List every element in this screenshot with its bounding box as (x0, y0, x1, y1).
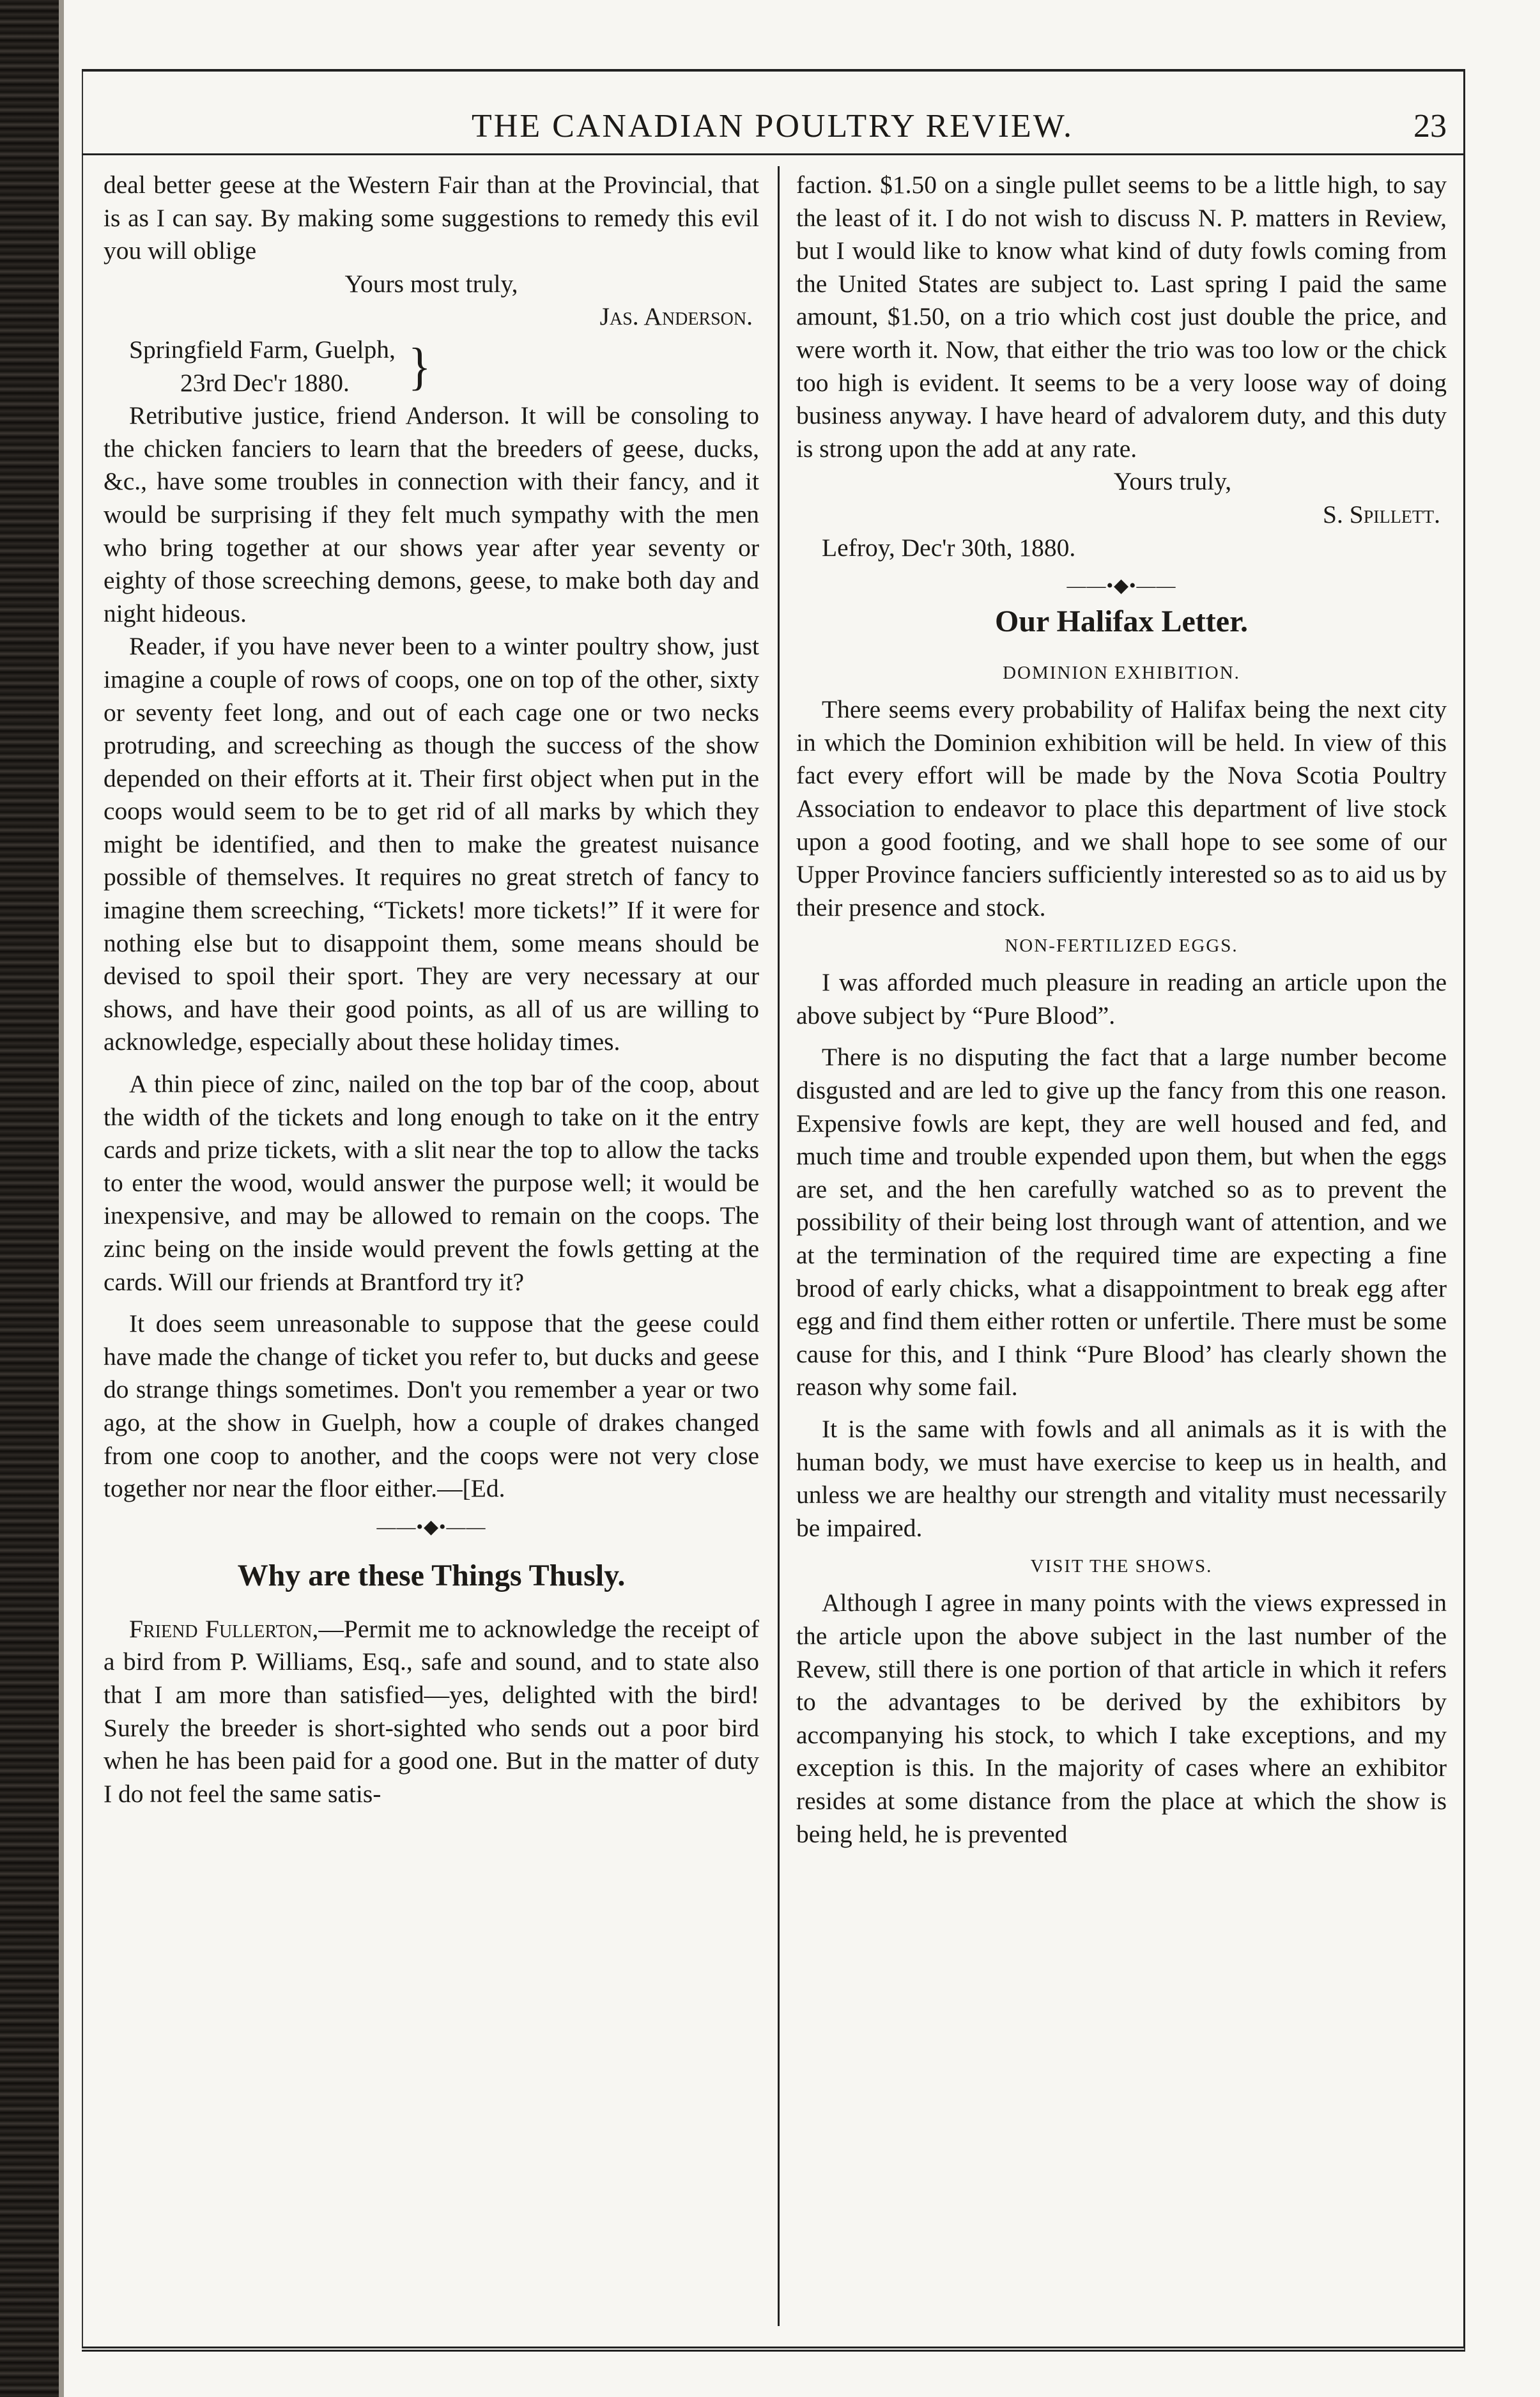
article-heading-why: Why are these Things Thusly. (237, 1558, 626, 1592)
page-frame (82, 69, 1465, 2352)
right-section-ornament: ——•◆•—— (1066, 575, 1176, 597)
right-letter-closing: Yours truly, (1113, 467, 1232, 496)
right-paragraph-6: Although I agree in many points with the views expressed in the article upon the above subject in the last number of the Revew, still there is one portion of that article in which it refers to the advantages to be derived by the exhibitors by accompanying his stock, to which I take exceptions, and my exception is this. In the majority of cases where an exhibitor resides at some distance from the place at which the show is being held, he is prevented (796, 1589, 1447, 1848)
book-binding-edge (0, 0, 59, 2397)
right-paragraph-4: There is no disputing the fact that a large number become disgusted and are led to give up the fancy from this one reason. Expensive fowls are kept, they are well housed and fed, and much time and trouble expended upon them, but when the eggs are set, and the hen carefully watched so as to prevent the possibility of their being lost through want of attention, and we at the termination of the required time are expecting a fine brood of early chicks, what a disappointment to break egg after egg and find them either rotten or unfertile. There must be some cause for this, and I think “Pure Blood’ has clearly shown the reason why some fail. (796, 1043, 1447, 1401)
left-paragraph-2: Retributive justice, friend Anderson. It will be consoling to the chicken fanciers to learn that the breeders of geese, ducks, &c., have some troubles in connection with their fancy, and it would be surprising if they felt much sympathy with the men who bring together at our shows year after year seventy or eighty of those screeching demons, geese, to make both day and night hideous. (104, 401, 759, 628)
brace-glyph: } (408, 337, 431, 396)
salutation: Friend Fullerton, (129, 1614, 319, 1643)
page-header (82, 100, 1463, 155)
page-number: 23 (1413, 108, 1447, 144)
frame-left-rule (82, 72, 83, 2347)
left-paragraph-6-text: —Permit me to acknowledge the receipt of a bird from P. Williams, Esq., safe and sound, and to state also that I am more than satisfied—yes, delighted with the bird! Surely the breeder is short-sighted who sends out a poor bird when he has been paid for a good one. But in the matter of duty I do not feel the same satis- (104, 1614, 759, 1808)
left-paragraph-3: Reader, if you have never been to a winter poultry show, just imagine a couple of rows of coops, one on top of the other, sixty or seventy feet long, and out of each cage one or two necks protruding, and screeching as though the success of the show depended on their efforts at it. Their first object when put in the coops would seem to be to get rid of all marks by which they might be identified, and then to make the greatest nuisance possible of themselves. It requires no great stretch of fancy to imagine them screeching, “Tickets! more tickets!” If it were for nothing else but to disappoint them, some means should be devised to spoil their sport. They are very necessary at our shows, and have their good points, as all of us are willing to acknowledge, especially about these holiday times. (104, 632, 759, 1056)
right-column (796, 169, 1447, 2311)
left-paragraph-4: A thin piece of zinc, nailed on the top bar of the coop, about the width of the tickets and long enough to take on it the entry cards and prize tickets, with a slit near the top to allow the tacks to enter the wood, would answer the purpose well; it would be inexpensive, and may be allowed to remain on the coops. The zinc being on the inside would prevent the fowls getting at the cards. Will our friends at Brantford try it? (104, 1070, 759, 1296)
right-paragraph-3: I was afforded much pleasure in reading an article upon the above subject by “Pure Blood”. (796, 968, 1447, 1029)
left-paragraph-6 (104, 1613, 759, 1811)
subheading-dominion: DOMINION EXHIBITION. (1003, 663, 1240, 684)
binding-rule (59, 0, 64, 2397)
place-line-1: Springfield Farm, Guelph, (129, 335, 396, 364)
right-letter-signature: S. Spillett. (1323, 500, 1440, 528)
right-paragraph-5: It is the same with fowls and all animals as it is with the human body, we must have exercise to keep us in health, and unless we are healthy our strength and vitality must necessarily be impaired. (796, 1415, 1447, 1542)
left-column (104, 169, 759, 2311)
section-ornament: ——•◆•—— (376, 1516, 486, 1538)
letter-closing: Yours most truly, (344, 269, 518, 298)
column-divider (778, 166, 780, 2326)
left-paragraph-1: deal better geese at the Western Fair than at the Provincial, that is as I can say. By making some suggestions to remedy this evil you will oblige (104, 171, 759, 265)
place-line-2: 23rd Dec'r 1880. (180, 368, 350, 397)
letter-place-date (104, 334, 759, 399)
subheading-shows: VISIT THE SHOWS. (1030, 1556, 1213, 1577)
right-paragraph-1: faction. $1.50 on a single pullet seems to be a little high, to say the least of it. I do not wish to discuss N. P. matters in Review, but I would like to know what kind of duty fowls coming from the United States are subject to. Last spring I paid the same amount, $1.50, on a trio which cost just double the price, and were worth it. Now, that either the trio was too low or the chick too high is evident. It seems to be a very loose way of doing business anyway. I have heard of advalorem duty, and this duty is strong upon the add at any rate. (796, 171, 1447, 463)
subheading-eggs: NON-FERTILIZED EGGS. (1005, 936, 1238, 957)
left-paragraph-5: It does seem unreasonable to suppose that the geese could have made the change of ticket you refer to, but ducks and geese do strange things sometimes. Don't you remember a year or two ago, at the show in Guelph, how a couple of drakes changed from one coop to another, and the coops were not very close together nor near the floor either.—[Ed. (104, 1309, 759, 1503)
right-paragraph-2: There seems every probability of Halifax being the next city in which the Dominion exhibition will be held. In view of this fact every effort will be made by the Nova Scotia Poultry Association to endeavor to place this department of live stock upon a good footing, and we shall hope to see some of our Upper Province fanciers sufficiently interested so as to aid us by their presence and stock. (796, 695, 1447, 921)
right-place-date: Lefroy, Dec'r 30th, 1880. (822, 533, 1076, 562)
letter-signature: Jas. Anderson. (599, 302, 753, 331)
journal-title: THE CANADIAN POULTRY REVIEW. (472, 108, 1074, 144)
article-heading-halifax: Our Halifax Letter. (995, 605, 1248, 639)
